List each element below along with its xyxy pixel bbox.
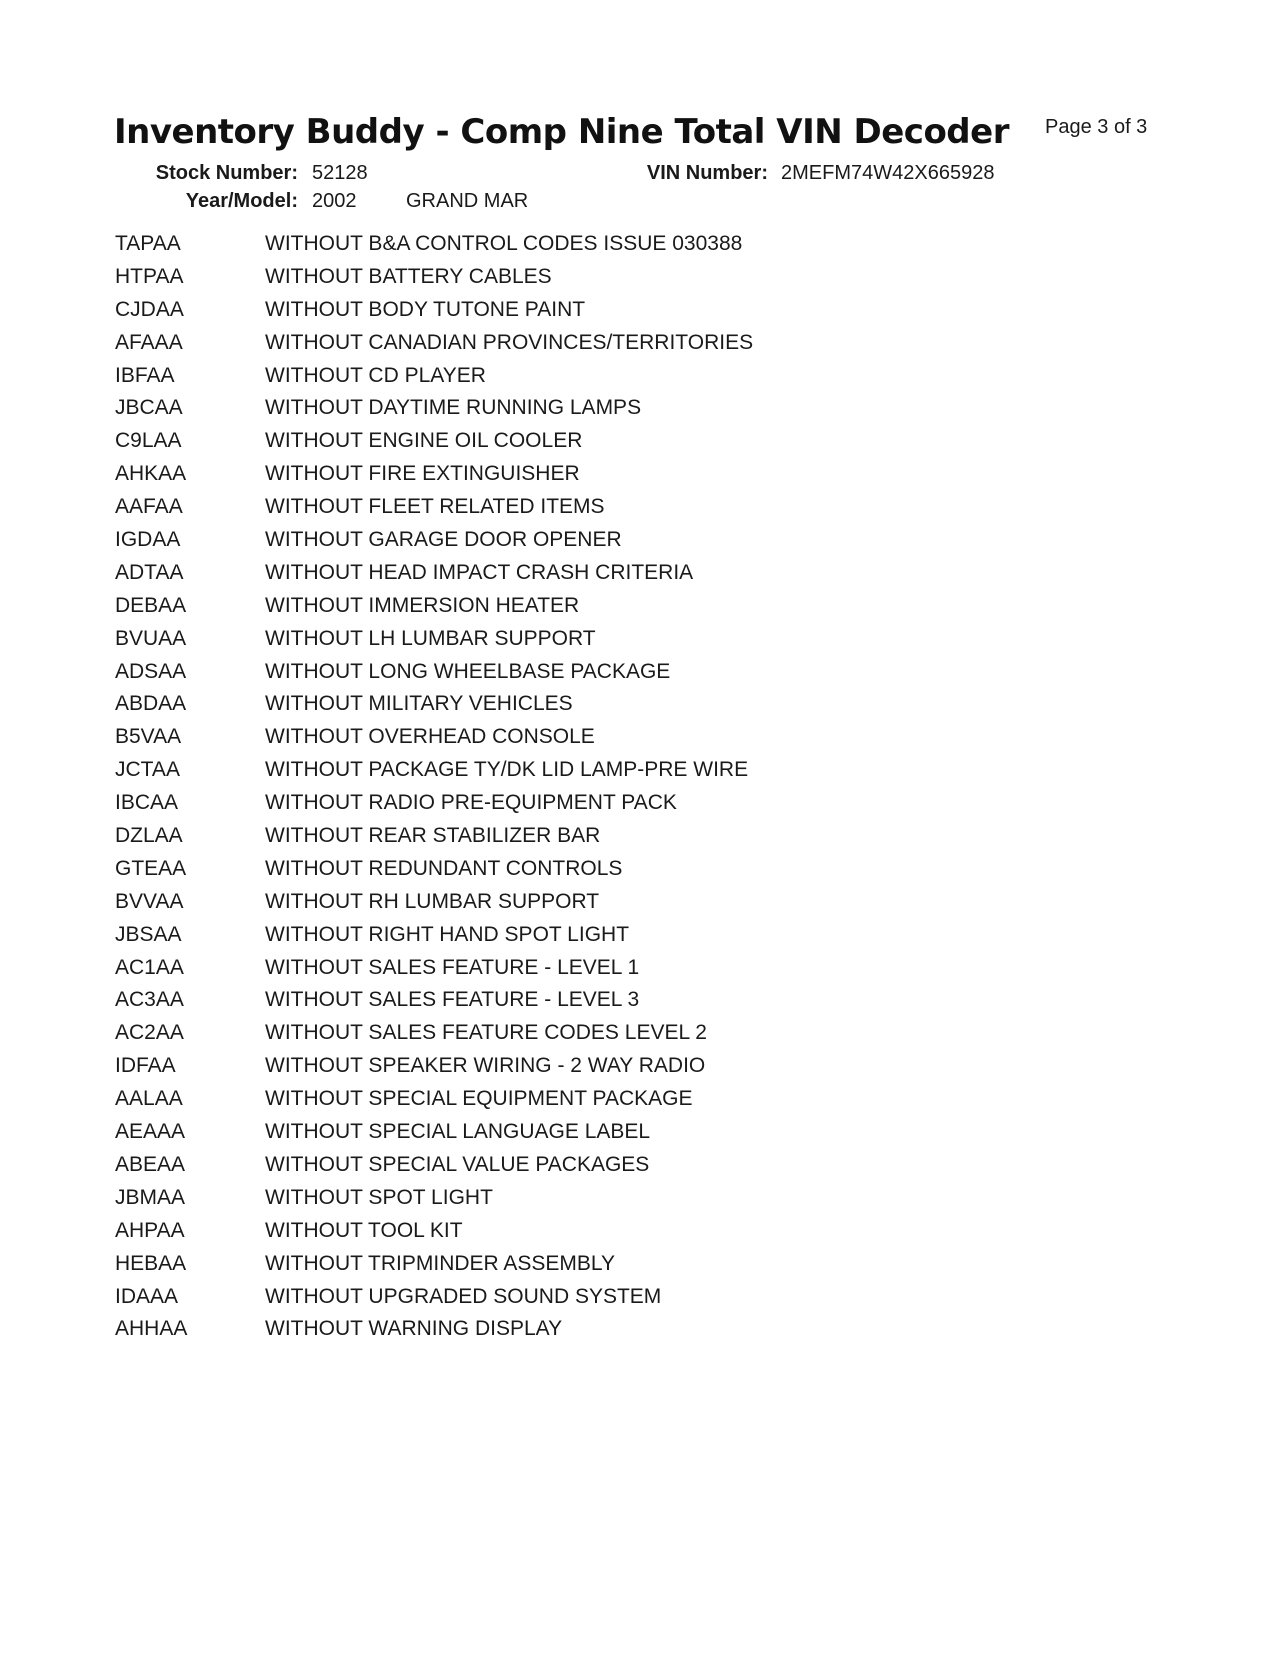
list-item <box>115 590 753 623</box>
option-description: WITHOUT REDUNDANT CONTROLS <box>265 856 623 880</box>
option-description: WITHOUT BODY TUTONE PAINT <box>265 297 586 321</box>
list-item <box>115 1050 753 1083</box>
option-description: WITHOUT LH LUMBAR SUPPORT <box>265 626 596 650</box>
list-item <box>115 491 753 524</box>
option-code: ADSAA <box>115 659 187 683</box>
list-item <box>115 919 753 952</box>
option-description: WITHOUT FIRE EXTINGUISHER <box>265 462 580 486</box>
list-item <box>115 952 753 985</box>
option-description: WITHOUT TOOL KIT <box>265 1218 463 1242</box>
list-item <box>115 425 753 458</box>
option-description: WITHOUT UPGRADED SOUND SYSTEM <box>265 1284 662 1308</box>
option-description: WITHOUT CANADIAN PROVINCES/TERRITORIES <box>265 330 754 354</box>
option-description: WITHOUT ENGINE OIL COOLER <box>265 429 583 453</box>
option-code: HEBAA <box>115 1251 187 1275</box>
option-code: HTPAA <box>115 264 184 288</box>
option-code: JBSAA <box>115 922 182 946</box>
option-code: IBCAA <box>115 791 179 815</box>
list-item <box>115 853 753 886</box>
option-description: WITHOUT CD PLAYER <box>265 363 486 387</box>
option-description: WITHOUT RIGHT HAND SPOT LIGHT <box>265 922 630 946</box>
year-value: 2002 <box>312 190 357 212</box>
option-description: WITHOUT TRIPMINDER ASSEMBLY <box>265 1251 616 1275</box>
list-item <box>115 787 753 820</box>
option-description: WITHOUT GARAGE DOOR OPENER <box>265 528 622 552</box>
option-description: WITHOUT SALES FEATURE - LEVEL 1 <box>265 955 640 979</box>
option-code: JCTAA <box>115 758 180 782</box>
option-description: WITHOUT FLEET RELATED ITEMS <box>265 495 605 519</box>
option-description: WITHOUT SALES FEATURE - LEVEL 3 <box>265 988 640 1012</box>
option-description: WITHOUT SPECIAL LANGUAGE LABEL <box>265 1120 651 1144</box>
year-model-label: Year/Model: <box>185 190 298 212</box>
vin-number-label: VIN Number: <box>646 162 768 184</box>
option-code: AC3AA <box>115 988 184 1012</box>
option-code: CJDAA <box>115 297 184 321</box>
option-code: GTEAA <box>115 856 187 880</box>
option-code: ABDAA <box>115 692 187 716</box>
option-description: WITHOUT WARNING DISPLAY <box>265 1317 563 1341</box>
list-item <box>115 1017 753 1050</box>
list-item <box>115 820 753 853</box>
option-code: B5VAA <box>115 725 182 749</box>
list-item <box>115 1215 753 1248</box>
option-description: WITHOUT RH LUMBAR SUPPORT <box>265 889 600 913</box>
list-item <box>115 327 753 360</box>
list-item <box>115 1182 753 1215</box>
option-description: WITHOUT SALES FEATURE CODES LEVEL 2 <box>265 1021 707 1045</box>
vin-number-value: 2MEFM74W42X665928 <box>781 162 995 184</box>
list-item <box>115 1116 753 1149</box>
option-code: IBFAA <box>115 363 175 387</box>
option-code: C9LAA <box>115 429 182 453</box>
list-item <box>115 623 753 656</box>
list-item <box>115 228 753 261</box>
option-code: BVUAA <box>115 626 187 650</box>
option-code: AAFAA <box>115 495 183 519</box>
option-description: WITHOUT DAYTIME RUNNING LAMPS <box>265 396 642 420</box>
report-title: Inventory Buddy - Comp Nine Total VIN Decoder <box>114 112 1009 152</box>
option-code: TAPAA <box>115 232 181 255</box>
list-item <box>115 1083 753 1116</box>
stock-number-value: 52128 <box>312 162 368 184</box>
option-code: AC2AA <box>115 1021 184 1045</box>
list-item <box>115 1248 753 1281</box>
list-item <box>115 1313 753 1346</box>
option-code: AC1AA <box>115 955 184 979</box>
list-item <box>115 261 753 294</box>
list-item <box>115 294 753 327</box>
list-item <box>115 1149 753 1182</box>
option-description: WITHOUT HEAD IMPACT CRASH CRITERIA <box>265 560 694 584</box>
option-description: WITHOUT B&A CONTROL CODES ISSUE 030388 <box>265 232 743 255</box>
option-description: WITHOUT MILITARY VEHICLES <box>265 692 573 716</box>
option-code: AHKAA <box>115 462 187 486</box>
option-code: ABEAA <box>115 1152 186 1176</box>
list-item <box>115 557 753 590</box>
option-code: AALAA <box>115 1087 183 1111</box>
option-code: IGDAA <box>115 528 181 552</box>
option-description: WITHOUT SPEAKER WIRING - 2 WAY RADIO <box>265 1054 706 1078</box>
option-description: WITHOUT SPOT LIGHT <box>265 1185 493 1209</box>
page-number: Page 3 of 3 <box>1045 116 1148 138</box>
list-item <box>115 984 753 1017</box>
option-code: IDFAA <box>115 1054 176 1078</box>
list-item <box>115 754 753 787</box>
option-code: AFAAA <box>115 330 183 354</box>
option-code: IDAAA <box>115 1284 179 1308</box>
option-code: AHPAA <box>115 1218 185 1242</box>
list-item <box>115 886 753 919</box>
option-code: BVVAA <box>115 889 184 913</box>
list-item <box>115 360 753 393</box>
option-description: WITHOUT REAR STABILIZER BAR <box>265 824 601 848</box>
option-code: JBCAA <box>115 396 183 420</box>
stock-number-label: Stock Number: <box>155 162 298 184</box>
list-item <box>115 458 753 491</box>
list-item <box>115 656 753 689</box>
option-code-list <box>115 228 753 1346</box>
option-description: WITHOUT OVERHEAD CONSOLE <box>265 725 595 749</box>
model-value: GRAND MAR <box>406 190 529 212</box>
option-code: DEBAA <box>115 593 187 617</box>
option-code: DZLAA <box>115 824 183 848</box>
option-description: WITHOUT SPECIAL VALUE PACKAGES <box>265 1152 650 1176</box>
option-description: WITHOUT PACKAGE TY/DK LID LAMP-PRE WIRE <box>265 758 749 782</box>
list-item <box>115 721 753 754</box>
option-description: WITHOUT BATTERY CABLES <box>265 264 552 288</box>
list-item <box>115 1281 753 1314</box>
list-item <box>115 688 753 721</box>
option-description: WITHOUT IMMERSION HEATER <box>265 593 580 617</box>
option-description: WITHOUT RADIO PRE-EQUIPMENT PACK <box>265 791 677 815</box>
option-code: JBMAA <box>115 1185 186 1209</box>
option-description: WITHOUT LONG WHEELBASE PACKAGE <box>265 659 671 683</box>
option-description: WITHOUT SPECIAL EQUIPMENT PACKAGE <box>265 1087 693 1111</box>
list-item <box>115 392 753 425</box>
option-code: AEAAA <box>115 1120 186 1144</box>
option-code: AHHAA <box>115 1317 188 1341</box>
list-item <box>115 524 753 557</box>
option-code: ADTAA <box>115 560 184 584</box>
